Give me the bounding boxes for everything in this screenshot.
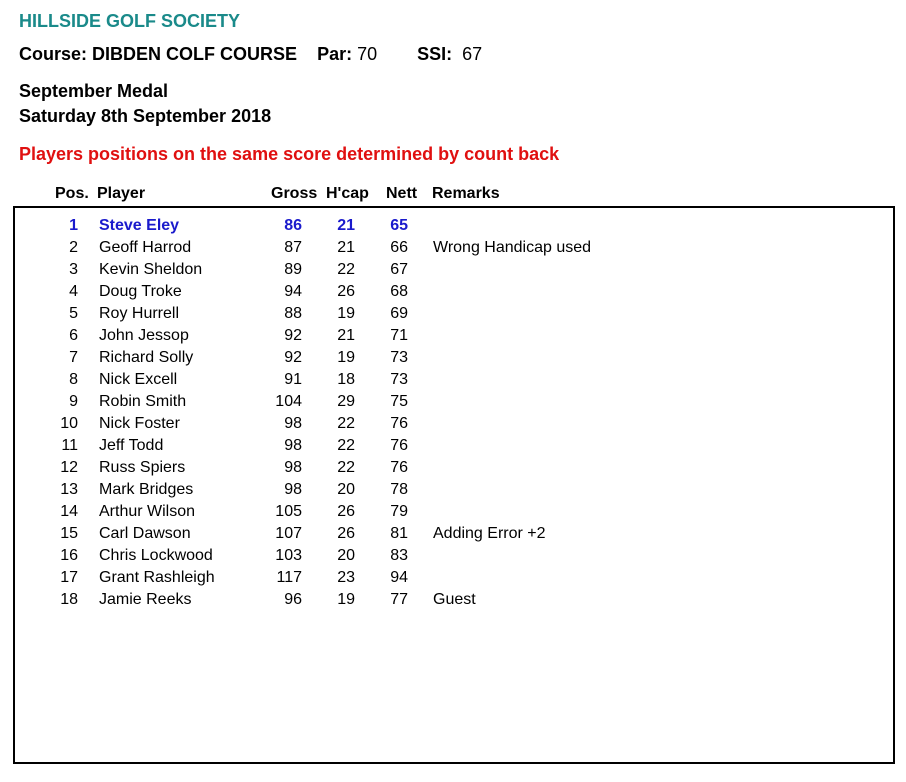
handicap-cell: 22	[337, 415, 355, 432]
table-row	[15, 481, 893, 503]
par-label: Par:	[317, 44, 353, 64]
handicap-cell: 19	[337, 305, 355, 322]
gross-score-cell: 98	[284, 481, 302, 498]
course-info	[19, 44, 482, 65]
player-name-cell: Jamie Reeks	[99, 591, 192, 608]
nett-score-cell: 76	[390, 437, 408, 454]
nett-score-cell: 76	[390, 415, 408, 432]
nett-score-cell: 75	[390, 393, 408, 410]
table-row	[15, 283, 893, 305]
handicap-cell: 20	[337, 547, 355, 564]
position-cell: 10	[60, 415, 78, 432]
position-cell: 5	[69, 305, 78, 322]
table-row	[15, 327, 893, 349]
player-name-cell: Richard Solly	[99, 349, 194, 366]
remarks-cell: Guest	[433, 591, 476, 608]
handicap-cell: 22	[337, 459, 355, 476]
position-cell: 9	[69, 393, 78, 410]
nett-score-cell: 79	[390, 503, 408, 520]
table-row	[15, 547, 893, 569]
handicap-cell: 21	[337, 239, 355, 256]
nett-score-cell: 67	[390, 261, 408, 278]
table-row	[15, 349, 893, 371]
par-value: 70	[357, 44, 378, 64]
header-player: Player	[97, 185, 146, 202]
position-cell: 16	[60, 547, 78, 564]
table-row	[15, 371, 893, 393]
ssi-value: 67	[462, 44, 483, 64]
nett-score-cell: 81	[390, 525, 408, 542]
position-cell: 15	[60, 525, 78, 542]
player-name-cell: Robin Smith	[99, 393, 187, 410]
handicap-cell: 19	[337, 591, 355, 608]
remarks-cell: Wrong Handicap used	[433, 239, 592, 256]
nett-score-cell: 94	[390, 569, 408, 586]
position-cell: 14	[60, 503, 78, 520]
event-date: Saturday 8th September 2018	[19, 106, 272, 126]
course-label: Course:	[19, 44, 88, 64]
ssi-label: SSI:	[417, 44, 453, 64]
handicap-cell: 29	[337, 393, 355, 410]
table-row	[15, 217, 893, 239]
handicap-cell: 21	[337, 327, 355, 344]
gross-score-cell: 94	[284, 283, 302, 300]
header-nett: Nett	[386, 185, 418, 202]
player-name-cell: John Jessop	[99, 327, 189, 344]
gross-score-cell: 103	[275, 547, 302, 564]
position-cell: 17	[60, 569, 78, 586]
player-name-cell: Russ Spiers	[99, 459, 186, 476]
position-cell: 2	[69, 239, 78, 256]
position-cell: 7	[69, 349, 78, 366]
nett-score-cell: 76	[390, 459, 408, 476]
handicap-cell: 22	[337, 437, 355, 454]
gross-score-cell: 89	[284, 261, 302, 278]
nett-score-cell: 69	[390, 305, 408, 322]
handicap-cell: 26	[337, 503, 355, 520]
header-pos: Pos.	[55, 185, 89, 202]
position-cell: 11	[61, 437, 78, 454]
player-name-cell: Carl Dawson	[99, 525, 191, 542]
gross-score-cell: 86	[284, 217, 302, 234]
gross-score-cell: 107	[275, 525, 302, 542]
player-name-cell: Mark Bridges	[99, 481, 194, 498]
gross-score-cell: 87	[284, 239, 302, 256]
remarks-cell: Adding Error +2	[433, 525, 546, 542]
table-row	[15, 591, 893, 613]
nett-score-cell: 73	[390, 349, 408, 366]
player-name-cell: Doug Troke	[99, 283, 182, 300]
handicap-cell: 26	[337, 283, 355, 300]
player-name-cell: Chris Lockwood	[99, 547, 213, 564]
nett-score-cell: 68	[390, 283, 408, 300]
handicap-cell: 23	[337, 569, 355, 586]
gross-score-cell: 92	[284, 327, 302, 344]
gross-score-cell: 92	[284, 349, 302, 366]
gross-score-cell: 88	[284, 305, 302, 322]
position-cell: 18	[60, 591, 78, 608]
player-name-cell: Jeff Todd	[99, 437, 164, 454]
table-row	[15, 503, 893, 525]
gross-score-cell: 98	[284, 459, 302, 476]
header-gross: Gross	[271, 185, 318, 202]
player-name-cell: Steve Eley	[99, 217, 180, 234]
results-table	[13, 206, 895, 764]
table-row	[15, 569, 893, 591]
header-remarks: Remarks	[432, 185, 500, 202]
handicap-cell: 20	[337, 481, 355, 498]
gross-score-cell: 96	[284, 591, 302, 608]
handicap-cell: 22	[337, 261, 355, 278]
table-row	[15, 437, 893, 459]
player-name-cell: Arthur Wilson	[99, 503, 196, 520]
table-row	[15, 305, 893, 327]
countback-note: Players positions on the same score determined by count back	[19, 144, 560, 164]
table-row	[15, 525, 893, 547]
position-cell: 4	[69, 283, 78, 300]
nett-score-cell: 66	[390, 239, 408, 256]
gross-score-cell: 105	[275, 503, 302, 520]
nett-score-cell: 65	[390, 217, 408, 234]
position-cell: 12	[60, 459, 78, 476]
header-hcap: H'cap	[326, 185, 369, 202]
player-name-cell: Roy Hurrell	[99, 305, 180, 322]
player-name-cell: Nick Foster	[99, 415, 180, 432]
handicap-cell: 18	[337, 371, 355, 388]
nett-score-cell: 73	[390, 371, 408, 388]
handicap-cell: 21	[337, 217, 355, 234]
nett-score-cell: 77	[390, 591, 408, 608]
position-cell: 13	[60, 481, 78, 498]
position-cell: 6	[69, 327, 78, 344]
gross-score-cell: 98	[284, 415, 302, 432]
table-row	[15, 459, 893, 481]
position-cell: 8	[69, 371, 78, 388]
player-name-cell: Geoff Harrod	[99, 239, 192, 256]
gross-score-cell: 91	[284, 371, 302, 388]
position-cell: 1	[69, 217, 78, 234]
nett-score-cell: 78	[390, 481, 408, 498]
table-row	[15, 239, 893, 261]
player-name-cell: Kevin Sheldon	[99, 261, 203, 278]
table-row	[15, 393, 893, 415]
gross-score-cell: 117	[276, 569, 302, 586]
nett-score-cell: 71	[390, 327, 408, 344]
position-cell: 3	[69, 261, 78, 278]
event-name: September Medal	[19, 81, 169, 101]
player-name-cell: Nick Excell	[99, 371, 178, 388]
table-row	[15, 261, 893, 283]
nett-score-cell: 83	[390, 547, 408, 564]
handicap-cell: 19	[337, 349, 355, 366]
course-name: DIBDEN COLF COURSE	[92, 44, 298, 64]
player-name-cell: Grant Rashleigh	[99, 569, 215, 586]
society-title: HILLSIDE GOLF SOCIETY	[19, 11, 241, 31]
gross-score-cell: 104	[275, 393, 302, 410]
table-row	[15, 415, 893, 437]
gross-score-cell: 98	[284, 437, 302, 454]
handicap-cell: 26	[337, 525, 355, 542]
